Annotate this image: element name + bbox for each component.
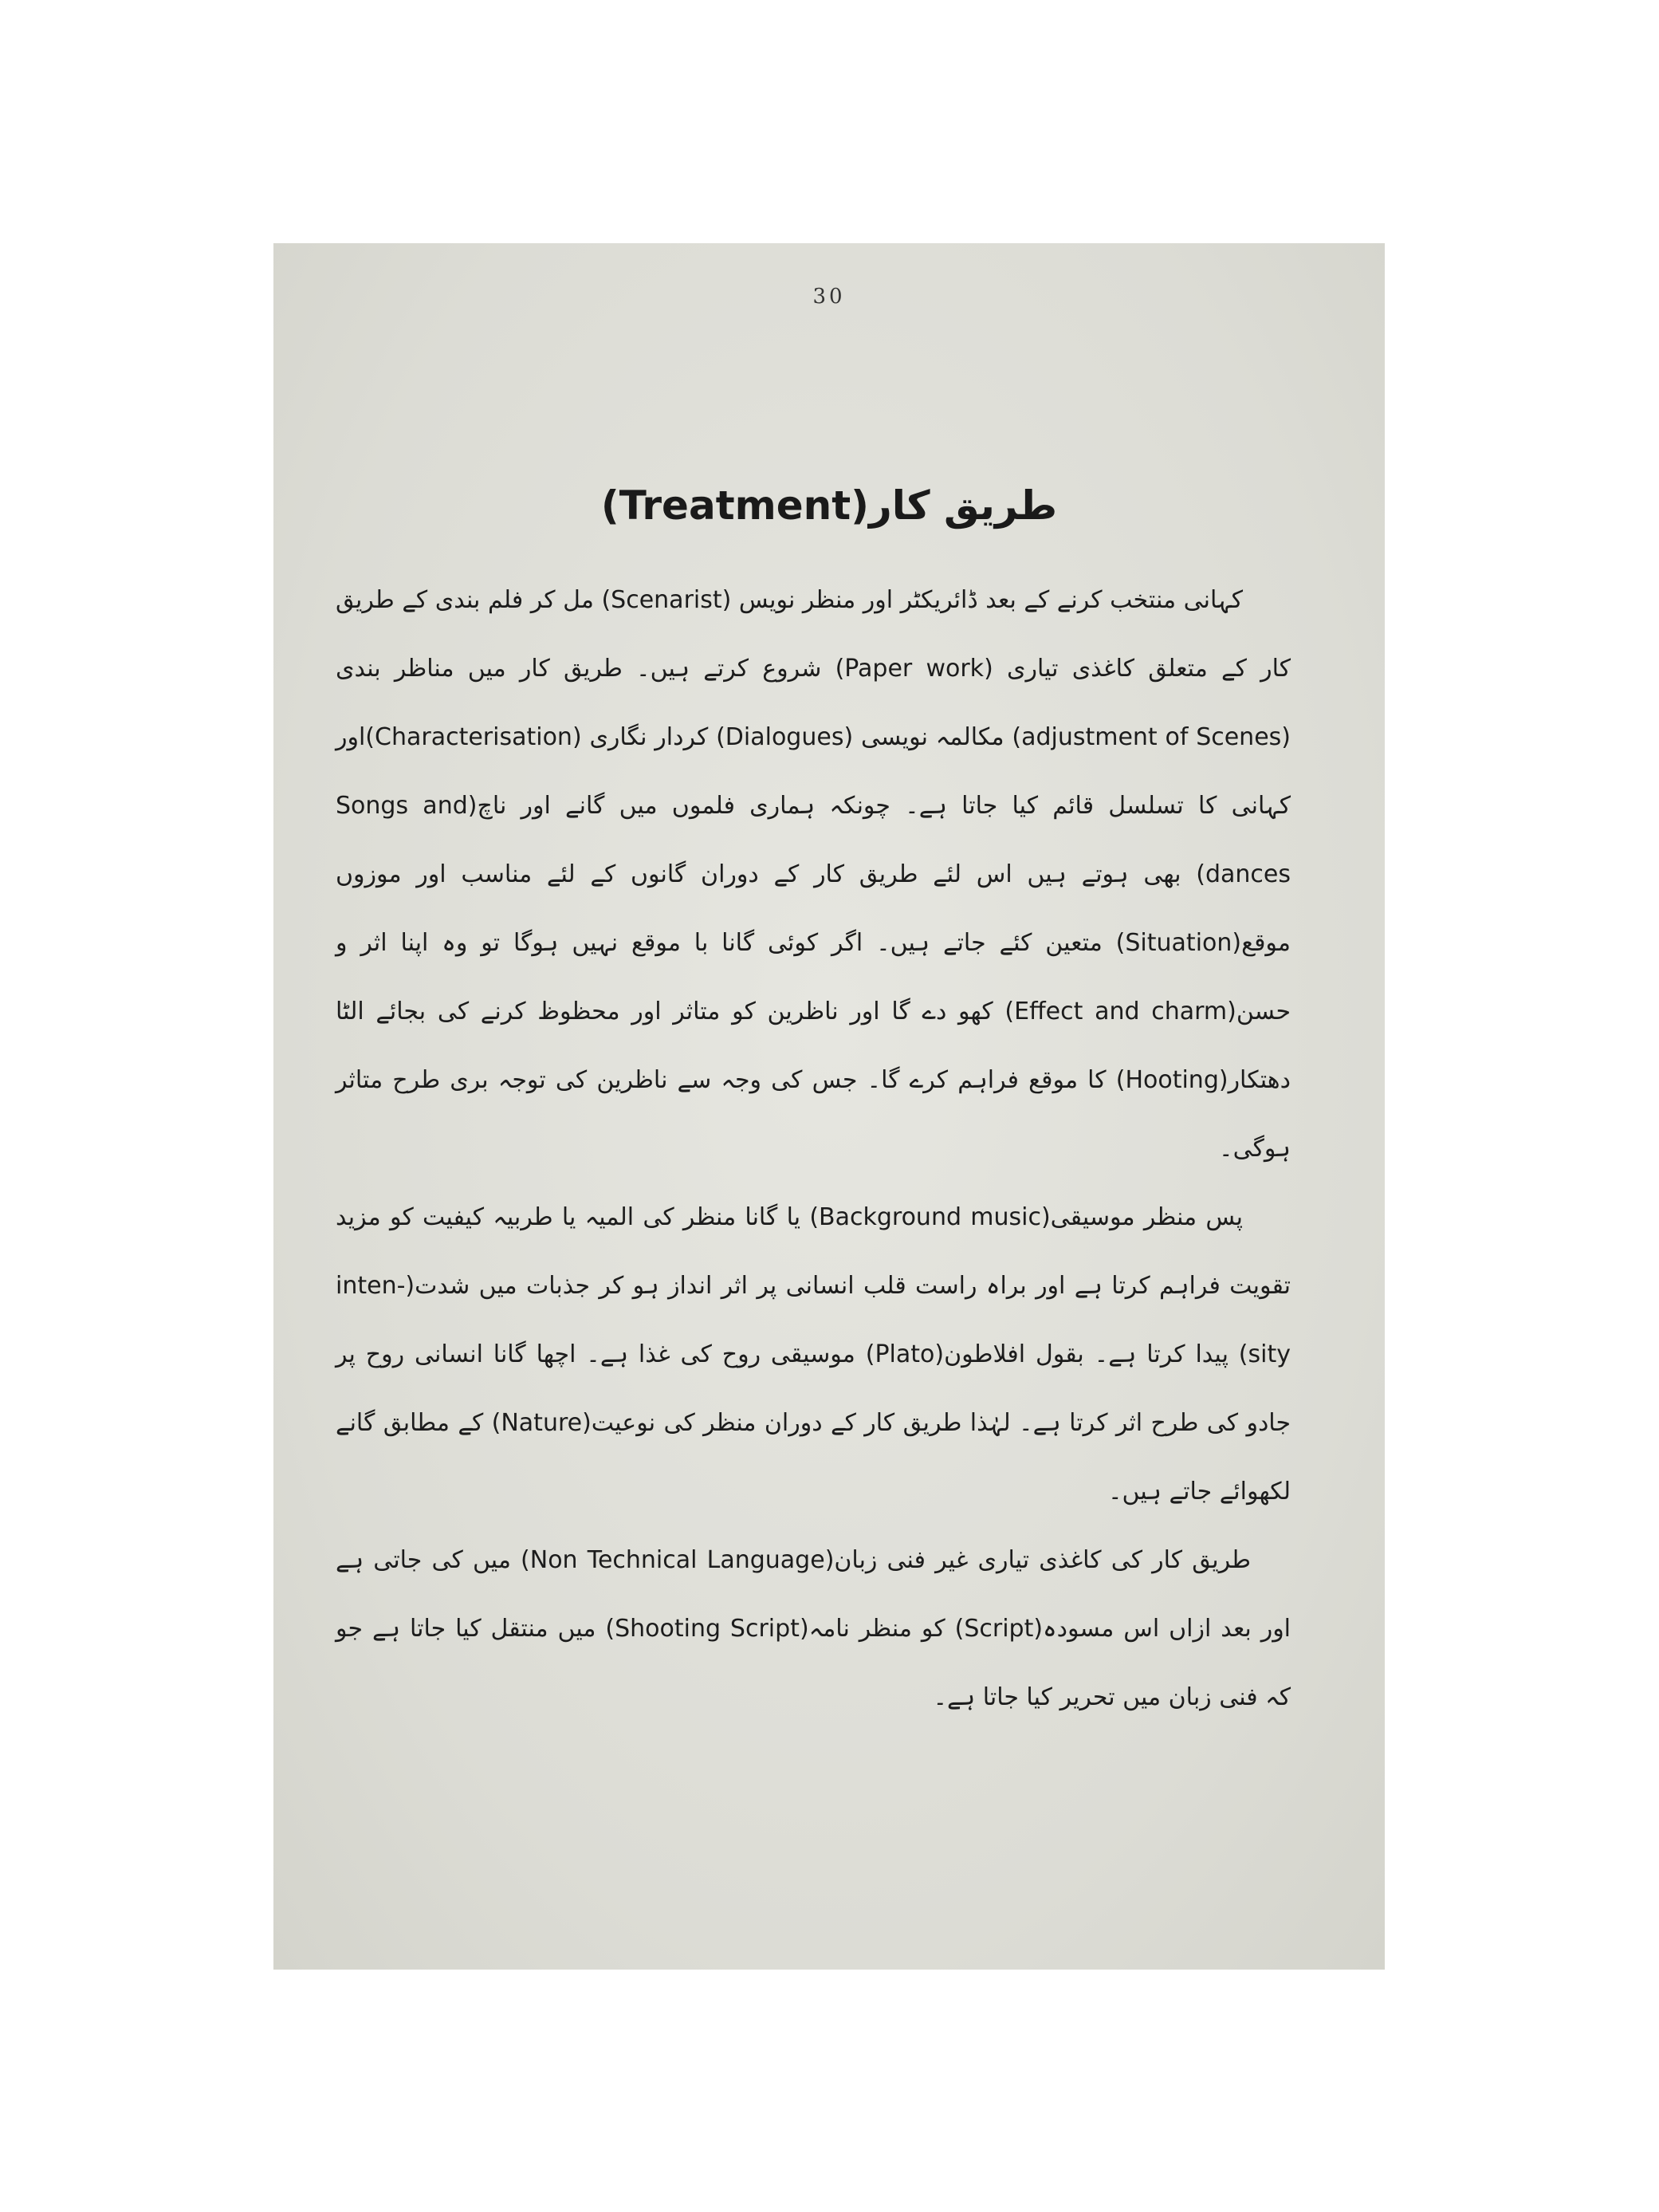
paragraph-3: طریق کار کی کاغذی تیاری غیر فنی زبان(Non Technical Language) میں کی جاتی ہے اور بعد ازاں اس مسودہ(Script) کو منظر نامہ(Shooting Script) میں منتقل کیا جاتا ہے جو کہ فنی زبان میں تحریر کیا جاتا ہے۔ [336,1546,1291,1711]
page-number: 30 [812,285,846,309]
body-text [336,566,1291,1732]
book-page [273,243,1385,1970]
paragraph-1: کہانی منتخب کرنے کے بعد ڈائریکٹر اور منظر نویس (Scenarist) مل کر فلم بندی کے طریق کار کے متعلق کاغذی تیاری (Paper work) شروع کرتے ہیں۔ طریق کار میں مناظر بندی (adjustment of Scenes) مکالمہ نویسی (Dialogues) کردار نگاری (Characterisation)اور کہانی کا تسلسل قائم کیا جاتا ہے۔ چونکہ ہماری فلموں میں گانے اور ناچ(Songs and dances) بھی ہوتے ہیں اس لئے طریق کار کے دوران گانوں کے لئے مناسب اور موزوں موقع(Situation) متعین کئے جاتے ہیں۔ اگر کوئی گانا با موقع نہیں ہوگا تو وہ اپنا اثر و حسن(Effect and charm) کھو دے گا اور ناظرین کو متاثر اور محظوظ کرنے کی بجائے الٹا دھتکار(Hooting) کا موقع فراہم کرے گا۔ جس کی وجہ سے ناظرین کی توجہ بری طرح متاثر ہوگی۔ [336,586,1291,1163]
bleed-through-shadow [648,385,1063,423]
paragraph-2: پس منظر موسیقی(Background music) یا گانا منظر کی المیہ یا طربیہ کیفیت کو مزید تقویت فراہم کرتا ہے اور براہ راست قلب انسانی پر اثر انداز ہو کر جذبات میں شدت(inten-sity) پیدا کرتا ہے۔ بقول افلاطون(Plato) موسیقی روح کی غذا ہے۔ اچھا گانا انسانی روح پر جادو کی طرح اثر کرتا ہے۔ لہٰذا طریق کار کے دوران منظر کی نوعیت(Nature) کے مطابق گانے لکھوائے جاتے ہیں۔ [336,1203,1291,1505]
section-heading: طریق کار(Treatment) [600,482,1058,529]
